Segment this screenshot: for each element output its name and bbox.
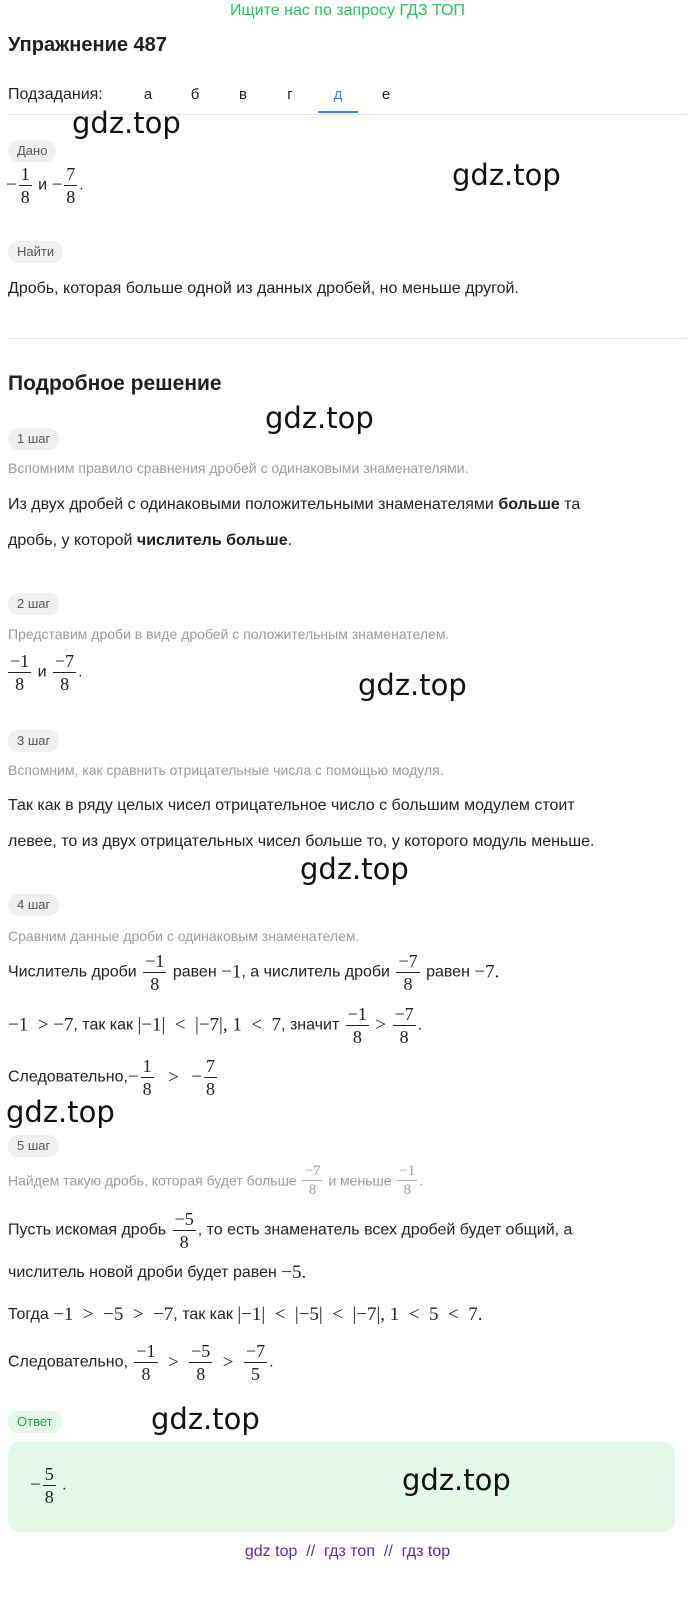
step1-line1 xyxy=(8,496,580,514)
watermark: gdz.top xyxy=(300,852,409,886)
answer-badge: Ответ xyxy=(8,1411,62,1433)
tab-b[interactable]: б xyxy=(190,86,200,103)
math-operator: > xyxy=(167,1351,179,1373)
step5-line1 xyxy=(8,1208,572,1253)
step3-line1: Так как в ряду целых чисел отрицательное число с большим модулем стоит xyxy=(8,797,575,814)
sign: − xyxy=(30,1474,41,1496)
text-part: , так как xyxy=(73,1016,138,1034)
denominator: 8 xyxy=(15,674,25,694)
text-part: равен xyxy=(172,963,217,981)
denominator: 5 xyxy=(251,1364,260,1384)
text-part: , то есть знаменатель всех дробей будет общий, а xyxy=(197,1221,573,1239)
watermark: gdz.top xyxy=(452,158,561,192)
denominator: 8 xyxy=(179,1232,189,1252)
math-expression: −1 > −7 xyxy=(8,1014,74,1036)
watermark: gdz.top xyxy=(265,401,374,435)
sign: − xyxy=(6,174,17,196)
sign: − xyxy=(127,1066,139,1088)
solution-title: Подробное решение xyxy=(8,372,222,395)
fraction xyxy=(204,1055,217,1100)
fraction xyxy=(141,1055,154,1100)
period: . xyxy=(419,1172,424,1189)
math-operator: > xyxy=(375,1014,387,1036)
step5-line3 xyxy=(8,1304,482,1326)
step2-hint: Представим дроби в виде дробей с положительным знаменателем. xyxy=(8,626,450,642)
step2-expression xyxy=(6,650,83,695)
denominator: 8 xyxy=(141,1364,151,1384)
watermark: gdz.top xyxy=(72,106,181,140)
text-part: , значит xyxy=(281,1016,340,1034)
fraction xyxy=(397,1162,417,1199)
tab-a[interactable]: а xyxy=(143,86,153,103)
period: . xyxy=(78,663,83,681)
step1-hint: Вспомним правило сравнения дробей с одинаковыми знаменателями. xyxy=(8,460,469,476)
numerator: 1 xyxy=(142,1056,152,1076)
footer-links[interactable]: gdz top // гдз топ // гдз top xyxy=(244,1543,451,1560)
fraction xyxy=(8,650,31,695)
fraction xyxy=(64,163,77,208)
step4-badge: 4 шаг xyxy=(8,894,59,916)
text-part: и меньше xyxy=(328,1172,392,1189)
sign: − xyxy=(191,1066,202,1088)
fraction xyxy=(346,1003,369,1048)
math-value: −1 xyxy=(221,961,242,983)
text-part: Пусть искомая дробь xyxy=(8,1221,167,1239)
watermark: gdz.top xyxy=(151,1402,260,1436)
period: . xyxy=(269,1353,274,1371)
step1-line2 xyxy=(8,532,292,550)
step5-line4 xyxy=(8,1340,274,1385)
step4-hint: Сравним данные дроби с одинаковым знаменателем. xyxy=(8,928,360,944)
denominator: 8 xyxy=(399,1027,409,1047)
denominator: 8 xyxy=(308,1182,317,1198)
fraction xyxy=(244,1340,267,1385)
fraction xyxy=(393,1003,416,1048)
denominator: 8 xyxy=(66,187,76,207)
math-operator: > xyxy=(222,1351,234,1373)
tab-v[interactable]: в xyxy=(239,86,247,103)
bold-text: числитель больше xyxy=(136,532,288,549)
numerator: 5 xyxy=(44,1464,54,1484)
and-word: и xyxy=(38,176,48,194)
answer-box xyxy=(8,1442,675,1532)
numerator: −5 xyxy=(191,1341,211,1361)
watermark: gdz.top xyxy=(6,1095,115,1129)
fraction xyxy=(143,950,166,995)
numerator: 7 xyxy=(66,164,76,184)
numerator: −7 xyxy=(304,1163,321,1179)
find-badge: Найти xyxy=(8,241,63,263)
math-operator: > xyxy=(168,1066,179,1088)
numerator: −5 xyxy=(174,1209,194,1229)
step4-line2 xyxy=(8,1003,422,1048)
fraction xyxy=(53,650,76,695)
answer-expression xyxy=(30,1463,67,1508)
period: . xyxy=(62,1476,67,1494)
tab-g[interactable]: г xyxy=(287,86,293,103)
numerator: −1 xyxy=(399,1163,416,1179)
numerator: −1 xyxy=(347,1004,367,1024)
watermark: gdz.top xyxy=(402,1463,511,1497)
text-part: Тогда xyxy=(8,1306,54,1323)
numerator: −1 xyxy=(136,1341,156,1361)
step2-badge: 2 шаг xyxy=(8,593,59,615)
numerator: 1 xyxy=(20,164,30,184)
denominator: 8 xyxy=(142,1079,152,1099)
denominator: 8 xyxy=(20,187,30,207)
numerator: −1 xyxy=(10,651,30,671)
numerator: −1 xyxy=(145,951,165,971)
step1-badge: 1 шаг xyxy=(8,428,59,450)
and-word: и xyxy=(37,663,47,681)
denominator: 8 xyxy=(205,1079,215,1099)
given-expression xyxy=(6,163,84,208)
step4-line3 xyxy=(8,1055,219,1100)
section-divider xyxy=(8,338,687,339)
text-part: . xyxy=(287,532,293,549)
step5-line2 xyxy=(8,1262,306,1284)
numerator: −7 xyxy=(394,1004,414,1024)
fraction xyxy=(134,1340,157,1385)
denominator: 8 xyxy=(196,1364,206,1384)
numerator: 7 xyxy=(205,1056,215,1076)
active-tab-indicator xyxy=(318,111,358,113)
text-part: дробь, у которой xyxy=(8,532,137,549)
text-part: Следовательно, xyxy=(8,1353,128,1371)
fraction xyxy=(19,163,32,208)
text-part: Следовательно, xyxy=(8,1068,128,1086)
text-part: числитель новой дроби будет равен xyxy=(8,1264,282,1281)
step5-badge: 5 шаг xyxy=(8,1135,59,1157)
text-part: , а числитель дроби xyxy=(241,963,390,981)
fraction xyxy=(396,950,419,995)
bold-text: больше xyxy=(498,496,560,513)
text-part: равен xyxy=(426,963,470,981)
numerator: −7 xyxy=(55,651,75,671)
fraction xyxy=(43,1463,56,1508)
fraction xyxy=(173,1208,196,1253)
denominator: 8 xyxy=(150,974,160,994)
step5-hint xyxy=(8,1162,423,1199)
step3-badge: 3 шаг xyxy=(8,730,59,752)
text-part: та xyxy=(559,496,581,513)
text-part: Из двух дробей с одинаковыми положительными знаменателями xyxy=(8,496,499,513)
fraction xyxy=(302,1162,322,1199)
page-title: Упражнение 487 xyxy=(8,34,167,56)
denominator: 8 xyxy=(403,974,413,994)
subtasks-label: Подзадания: xyxy=(8,86,103,103)
denominator: 8 xyxy=(44,1487,54,1507)
step4-line1 xyxy=(8,950,499,995)
tab-d-active[interactable]: д xyxy=(333,86,343,103)
text-part: , так как xyxy=(173,1306,238,1323)
denominator: 8 xyxy=(403,1182,412,1198)
math-value: −7. xyxy=(474,961,500,983)
math-expression: |−1| < |−7|, 1 < 7 xyxy=(137,1014,282,1036)
denominator: 8 xyxy=(352,1027,362,1047)
tab-e[interactable]: е xyxy=(381,86,391,103)
denominator: 8 xyxy=(60,674,70,694)
text-part: Числитель дроби xyxy=(8,963,137,981)
given-badge: Дано xyxy=(8,140,56,162)
numerator: −7 xyxy=(398,951,418,971)
find-text: Дробь, которая больше одной из данных дробей, но меньше другой. xyxy=(8,280,519,297)
numerator: −7 xyxy=(245,1341,266,1361)
math-expression: |−1| < |−5| < |−7|, 1 < 5 < 7. xyxy=(237,1304,483,1325)
fraction xyxy=(189,1340,212,1385)
math-value: −5. xyxy=(281,1262,307,1283)
sign: − xyxy=(51,174,63,196)
math-expression: −1 > −5 > −7 xyxy=(53,1304,174,1325)
text-part: Найдем такую дробь, которая будет больше xyxy=(8,1172,297,1189)
watermark: gdz.top xyxy=(358,668,467,702)
period: . xyxy=(417,1016,423,1034)
period: . xyxy=(79,176,84,194)
promo-banner[interactable]: Ищите нас по запросу ГДЗ ТОП xyxy=(230,2,465,19)
step3-hint: Вспомним, как сравнить отрицательные числа с помощью модуля. xyxy=(8,762,444,778)
step3-line2: левее, то из двух отрицательных чисел больше то, у которого модуль меньше. xyxy=(8,833,595,850)
